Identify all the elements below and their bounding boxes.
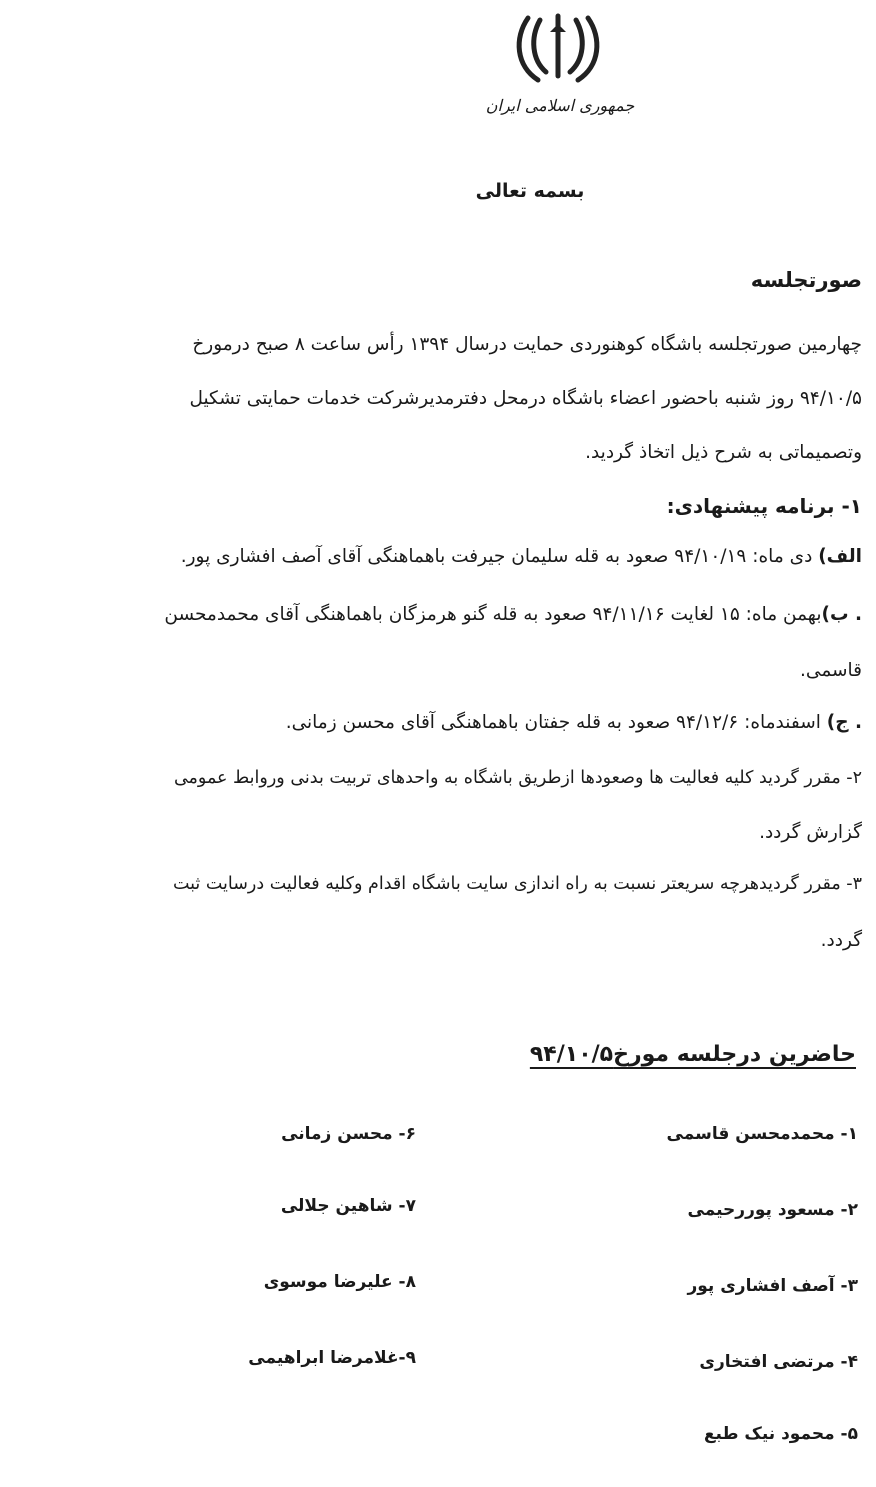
attendee-9: ۹-غلامرضا ابراهیمی bbox=[248, 1348, 416, 1368]
attendee-8: ۸- علیرضا موسوی bbox=[263, 1272, 416, 1292]
iran-emblem-icon bbox=[510, 10, 606, 86]
item-alef-label: الف) bbox=[818, 546, 862, 567]
attendee-6: ۶- محسن زمانی bbox=[281, 1124, 416, 1144]
item-be-text: بهمن ماه: ۱۵ لغایت ۹۴/۱۱/۱۶ صعود به قله گنو هرمزگان باهماهنگی آقای محمدمحسن bbox=[164, 604, 822, 625]
item1-heading: ۱- برنامه پیشنهادی: bbox=[666, 494, 862, 518]
item-alef bbox=[181, 546, 862, 567]
item-be bbox=[164, 604, 862, 625]
item-jim-label: . ج) bbox=[826, 712, 862, 733]
emblem-caption: جمهوری اسلامی ایران bbox=[485, 96, 635, 115]
intro-line-1: چهارمین صورتجلسه باشگاه کوهنوردی حمایت درسال ۱۳۹۴ رأس ساعت ۸ صبح درمورخ bbox=[192, 334, 862, 355]
item-alef-text: دی ماه: ۹۴/۱۰/۱۹ صعود به قله سلیمان جیرفت باهماهنگی آقای آصف افشاری پور. bbox=[180, 546, 819, 567]
item2-line-2: گزارش گردد. bbox=[759, 822, 862, 843]
attendee-2: ۲- مسعود پوررحیمی bbox=[687, 1200, 858, 1220]
item2-line-1: ۲- مقرر گردید کلیه فعالیت ها وصعودها ازطریق باشگاه به واحدهای تربیت بدنی وروابط عمومی bbox=[173, 768, 862, 788]
basmala: بسمه تعالی bbox=[475, 180, 585, 202]
item3-line-1: ۳- مقرر گردیدهرچه سریعتر نسبت به راه اندازی سایت باشگاه اقدام وکلیه فعالیت درسایت ثبت bbox=[172, 874, 862, 894]
attendee-3: ۳- آصف افشاری پور bbox=[687, 1276, 858, 1296]
attendee-5: ۵- محمود نیک طبع bbox=[703, 1424, 858, 1444]
item3-line-2: گردد. bbox=[820, 930, 862, 951]
intro-line-3: وتصمیماتی به شرح ذیل اتخاذ گردید. bbox=[585, 442, 862, 463]
intro-line-2: ۹۴/۱۰/۵ روز شنبه باحضور اعضاء باشگاه درمحل دفترمدیرشرکت خدمات حمایتی تشکیل bbox=[189, 388, 862, 409]
item-be-continuation: قاسمی. bbox=[800, 660, 862, 681]
attendee-7: ۷- شاهین جلالی bbox=[280, 1196, 416, 1216]
attendee-1: ۱- محمدمحسن قاسمی bbox=[666, 1124, 858, 1144]
attendee-4: ۴- مرتضی افتخاری bbox=[699, 1352, 858, 1372]
item-be-label: . ب) bbox=[821, 604, 862, 625]
minutes-title: صورتجلسه bbox=[750, 268, 862, 292]
item-jim-text: اسفندماه: ۹۴/۱۲/۶ صعود به قله جفتان باهماهنگی آقای محسن زمانی. bbox=[285, 712, 827, 733]
item-jim bbox=[286, 712, 862, 733]
attendees-title: حاضرین درجلسه مورخ۹۴/۱۰/۵ bbox=[529, 1042, 856, 1067]
